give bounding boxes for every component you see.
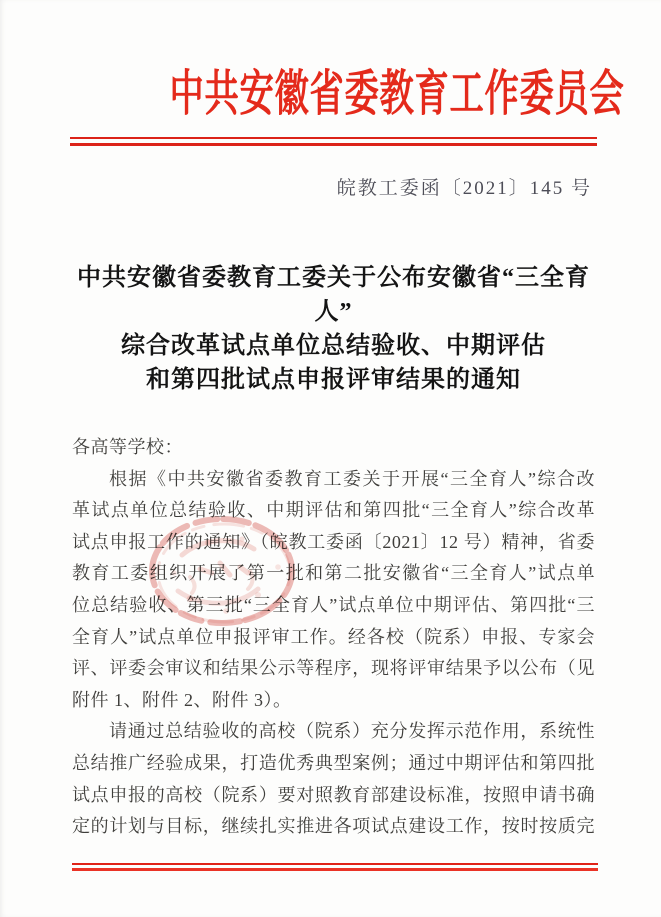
letterhead-red-rule [70,137,597,146]
salutation: 各高等学校： [72,437,183,457]
body-line: 根据《中共安徽省委教育工委关于开展“三全育人”综合改 [109,468,595,489]
body-line: 试点申报工作的通知》（皖教工委函〔2021〕12 号）精神，省委 [72,531,595,552]
body-line: 附件 1、附件 2、附件 3）。 [72,689,292,710]
notice-body [72,432,595,843]
body-line: 定的计划与目标，继续扎实推进各项试点建设工作，按时按质完 [72,816,595,837]
body-line: 革试点单位总结验收、中期评估和第四批“三全育人”综合改革 [72,500,595,521]
footer-red-rule [72,863,598,871]
body-line: 教育工委组织开展了第一批和第二批安徽省“三全育人”试点单 [72,563,595,584]
notice-title-line: 中共安徽省委教育工委关于公布安徽省“三全育人” [77,265,590,325]
letterhead-org-name: 中共安徽省委教育工作委员会 [169,66,625,121]
notice-title-line: 和第四批试点申报评审结果的通知 [146,367,521,393]
body-line: 评、评委会审议和结果公示等程序，现将评审结果予以公布（见 [72,658,595,679]
doc-number: 皖教工委函〔2021〕145 号 [336,178,592,199]
notice-title [72,261,595,397]
notice-title-line: 综合改革试点单位总结验收、中期评估 [121,333,546,359]
body-line: 位总结验收、第三批“三全育人”试点单位中期评估、第四批“三 [72,594,595,615]
body-line: 试点申报的高校（院系）要对照教育部建设标准，按照申请书确 [72,784,595,805]
body-line: 请通过总结验收的高校（院系）充分发挥示范作用，系统性 [109,721,595,742]
letterhead [72,62,625,126]
body-line: 全育人”试点单位申报评审工作。经各校（院系）申报、专家会 [72,626,595,647]
body-line: 总结推广经验成果，打造优秀典型案例；通过中期评估和第四批 [72,752,595,773]
